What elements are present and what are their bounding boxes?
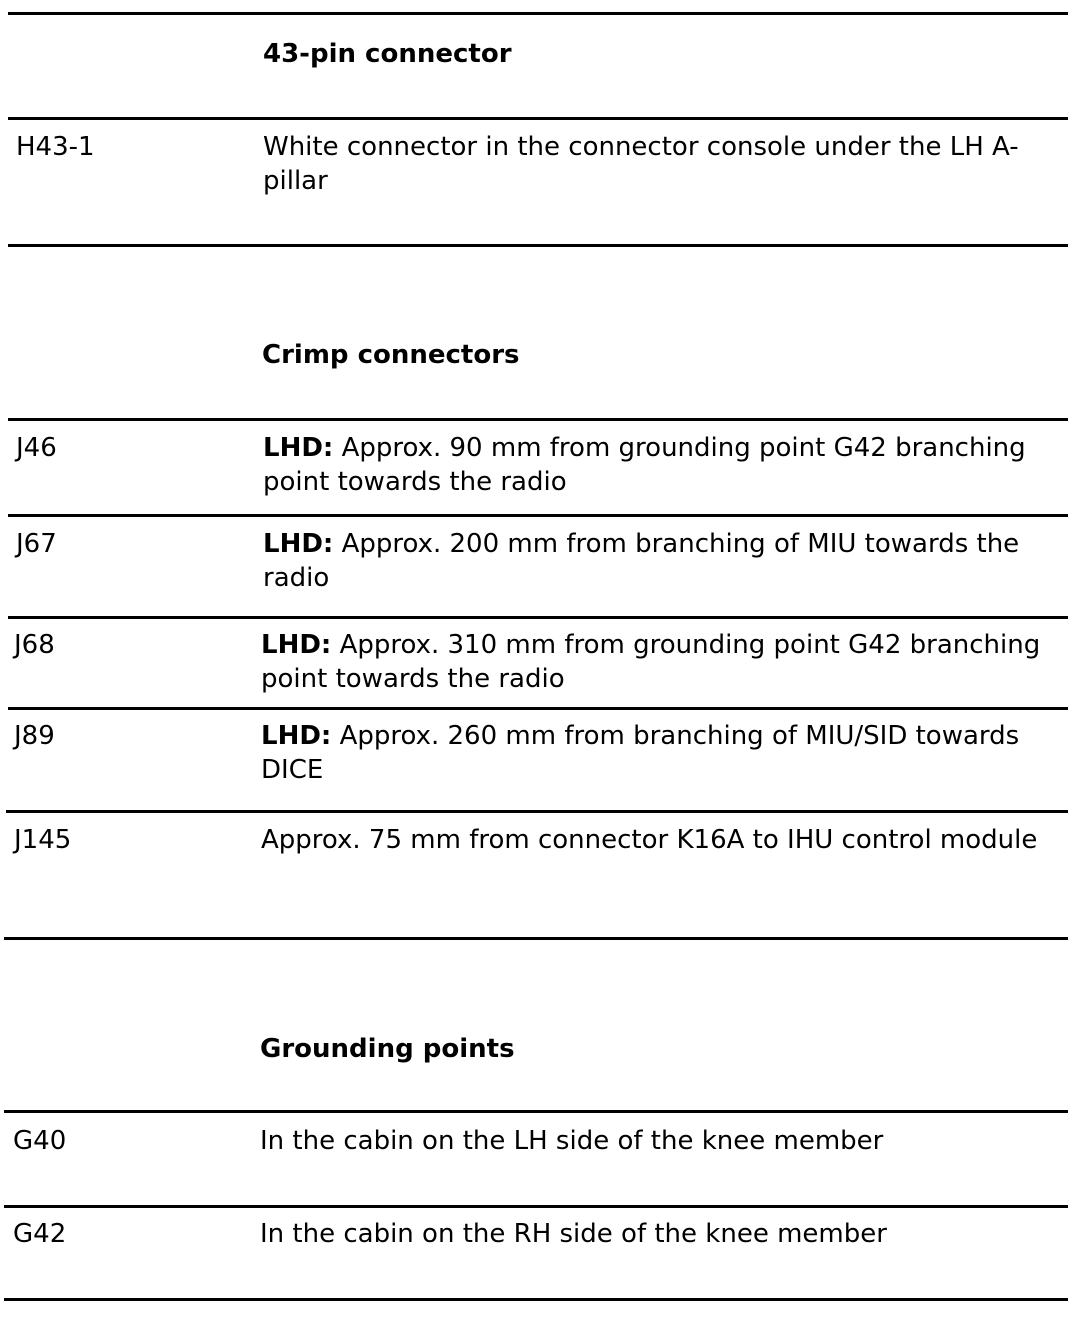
section-end-divider-crimp [4,937,1068,940]
connector-code-j67: J67 [16,529,57,559]
header-divider-grounding [4,1110,1068,1113]
bottom-divider [4,1298,1068,1301]
description-text: In the cabin on the RH side of the knee member [260,1219,887,1249]
row-divider-j67 [8,616,1068,619]
description-text: Approx. 310 mm from grounding point G42 branching point towards the radio [261,630,1041,694]
grounding-desc-g40 [260,1124,1060,1158]
connector-desc-j68 [261,628,1061,696]
connector-desc-j67 [263,527,1063,595]
connector-code-h43-1: H43-1 [16,132,95,162]
lhd-label: LHD: [261,721,332,751]
lhd-label: LHD: [263,529,334,559]
header-divider-43-pin [8,117,1068,120]
lhd-label: LHD: [263,433,334,463]
description-text: Approx. 75 mm from connector K16A to IHU control module [261,825,1038,855]
row-divider-g40 [4,1205,1068,1208]
description-text: In the cabin on the LH side of the knee member [260,1126,884,1156]
section-heading-crimp: Crimp connectors [262,340,520,370]
connector-code-j68: J68 [14,630,55,660]
grounding-code-g40: G40 [13,1126,67,1156]
header-divider-crimp [8,418,1068,421]
connector-desc-j145 [261,823,1061,857]
description-text: Approx. 260 mm from branching of MIU/SID towards DICE [261,721,1020,785]
description-text: Approx. 90 mm from grounding point G42 branching point towards the radio [263,433,1026,497]
row-divider-j46 [8,514,1068,517]
connector-desc-j89 [261,719,1061,787]
section-end-divider-43-pin [8,244,1068,247]
description-text: White connector in the connector console under the LH A-pillar [263,132,1019,196]
connector-code-j145: J145 [14,825,72,855]
connector-code-j46: J46 [16,433,57,463]
section-heading-grounding: Grounding points [260,1034,515,1064]
row-divider-j89 [6,810,1068,813]
grounding-desc-g42 [260,1217,1060,1251]
lhd-label: LHD: [261,630,332,660]
grounding-code-g42: G42 [13,1219,67,1249]
description-text: Approx. 200 mm from branching of MIU towards the radio [263,529,1020,593]
row-divider-j68 [8,707,1068,710]
connector-desc-h43-1 [263,130,1063,198]
top-divider [8,12,1068,15]
connector-desc-j46 [263,431,1063,499]
connector-code-j89: J89 [14,721,55,751]
section-heading-43-pin: 43-pin connector [263,39,512,69]
